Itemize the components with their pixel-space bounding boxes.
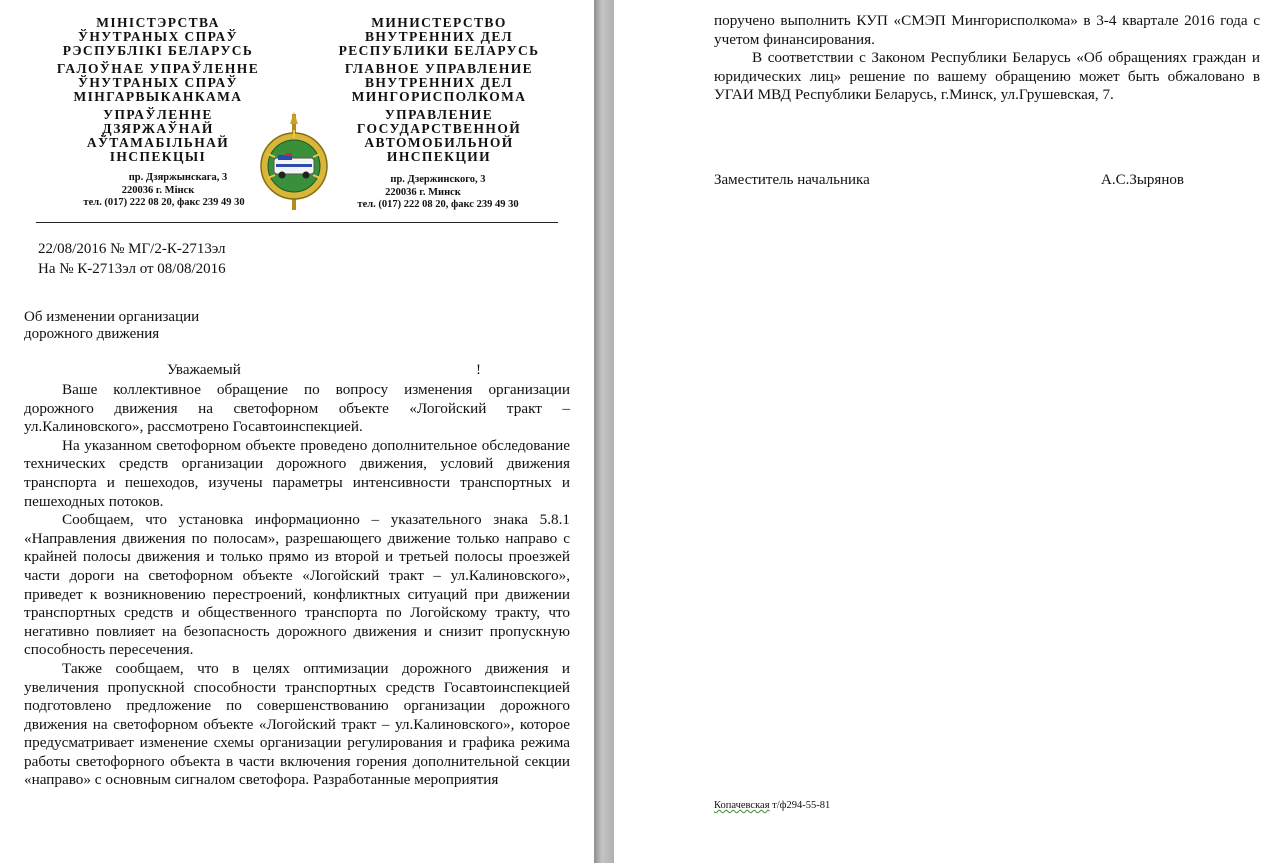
directorate-name-by: ГАЛОЎНАЕ УПРАЎЛЕННЕ ЎНУТРАНЫХ СПРАЎ МІНГАРВЫКАНКАМА xyxy=(56,61,260,104)
ministry-name-by: МІНІСТЭРСТВА ЎНУТРАНЫХ СПРАЎ РЭСПУБЛІКІ БЕЛАРУСЬ xyxy=(62,15,254,58)
traffic-police-emblem-icon xyxy=(256,112,332,212)
executor-name: Копачевская xyxy=(714,800,770,811)
salutation: Уважаемый xyxy=(167,362,241,378)
paragraph-continued: поручено выполнить КУП «СМЭП Мингорисполкома» в 3-4 квартале 2016 года с учетом финансирования. xyxy=(714,12,1260,48)
address-ru: пр. Дзержинского, 3 220036 г. Минск тел. (017) 222 08 20, факс 239 49 30 xyxy=(357,174,519,210)
letterhead-russian xyxy=(326,16,552,168)
letterhead-divider xyxy=(36,222,558,223)
paragraph: В соответствии с Законом Республики Беларусь «Об обращениях граждан и юридических лиц» решение по вашему обращению может быть обжаловано в УГАИ МВД Республики Беларусь, г.Минск, ул.Грушевская, 7. xyxy=(714,49,1260,104)
department-name-by: УПРАЎЛЕННЕ ДЗЯРЖАЎНАЙ АЎТАМАБІЛЬНАЙ ІНСПЕКЦЫІ xyxy=(86,107,230,164)
document-page-left xyxy=(0,0,594,863)
paragraph: Ваше коллективное обращение по вопросу изменения организации дорожного движения на светофорном объекте «Логойский тракт – ул.Калиновского», рассмотрено Госавтоинспекцией. xyxy=(24,381,570,436)
address-by: пр. Дзяржынскага, 3 220036 г. Мінск тел. (017) 222 08 20, факс 239 49 30 xyxy=(83,172,245,208)
letter-body-right xyxy=(714,12,1260,105)
department-name-ru: УПРАВЛЕНИЕ ГОСУДАРСТВЕННОЙ АВТОМОБИЛЬНОЙ ИНСПЕКЦИИ xyxy=(356,107,522,164)
incoming-reference: На № К-2713эл от 08/08/2016 xyxy=(38,261,226,277)
executor-phone: т/ф294-55-81 xyxy=(769,800,831,811)
signatory-name: А.С.Зырянов xyxy=(1101,172,1184,188)
executor-note xyxy=(714,800,830,811)
page-gutter xyxy=(594,0,614,863)
letterhead-belarusian xyxy=(40,16,276,168)
letter-body-left xyxy=(24,381,570,790)
paragraph: Также сообщаем, что в целях оптимизации дорожного движения и увеличения пропускной способности транспортных средств Госавтоинспекцией подготовлено предложение по совершенствованию организации дорожного движения на светофорном объекте «Логойский тракт – ул.Калиновского», которое предусматривает изменение схемы организации регулирования и графика режима работы светофорного объекта в части включения горения дополнительной секции «направо» с основным сигналом светофора. Разработанные мероприятия xyxy=(24,659,570,789)
paragraph: Сообщаем, что установка информационно – указательного знака 5.8.1 «Направления движения по полосам», разрешающего движение только направо с крайней полосы движения и только прямо из второй и третьей полосы проезжей части дороги на светофорном объекте «Логойский тракт – ул.Калиновского», приведет к возникновению перестроений, конфликтных ситуаций при движении транспортных средств и общественного транспорта по Логойскому тракту, что негативно повлияет на безопасность дорожного движения и снизит пропускную способность пересечения. xyxy=(24,511,570,659)
paragraph: На указанном светофорном объекте проведено дополнительное обследование технических средств организации дорожного движения, условий движения транспорта и пешеходов, изучены параметры интенсивности транспортных и пешеходных потоков. xyxy=(24,436,570,510)
outgoing-number: 22/08/2016 № МГ/2-К-2713эл xyxy=(38,241,226,257)
directorate-name-ru: ГЛАВНОЕ УПРАВЛЕНИЕ ВНУТРЕННИХ ДЕЛ МИНГОРИСПОЛКОМА xyxy=(344,61,534,104)
ministry-name-ru: МИНИСТЕРСТВО ВНУТРЕННИХ ДЕЛ РЕСПУБЛИКИ БЕЛАРУСЬ xyxy=(338,15,540,58)
signatory-title: Заместитель начальника xyxy=(714,172,870,188)
document-page-right xyxy=(614,0,1280,863)
salutation-exclamation: ! xyxy=(476,362,481,378)
letter-subject: Об изменении организации дорожного движения xyxy=(24,309,200,342)
